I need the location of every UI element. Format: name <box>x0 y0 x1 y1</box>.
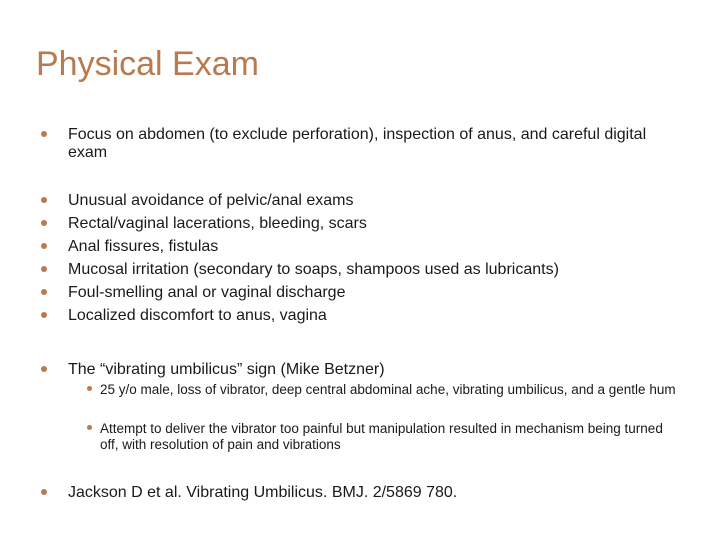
bullet-dot <box>41 131 47 137</box>
bullet-text: Focus on abdomen (to exclude perforation), inspection of anus, and careful digital exam <box>68 126 647 161</box>
bullet-text: Anal fissures, fistulas <box>68 238 219 255</box>
bullet-dot <box>41 312 47 318</box>
bullet-dot <box>41 197 47 203</box>
bullet-dot <box>41 220 47 226</box>
bullet-text: The “vibrating umbilicus” sign (Mike Betzner) <box>68 361 385 378</box>
bullet-dot <box>41 366 47 372</box>
bullet-dot <box>41 289 47 295</box>
sub-bullet-text: Attempt to deliver the vibrator too painful but manipulation resulted in mechanism being turned off, with resolution of pain and vibrations <box>100 421 663 452</box>
sub-bullet-dot <box>87 425 92 430</box>
bullet-text: Unusual avoidance of pelvic/anal exams <box>68 192 354 209</box>
bullet-dot <box>41 489 47 495</box>
bullet-dot <box>41 243 47 249</box>
bullet-text: Foul-smelling anal or vaginal discharge <box>68 284 346 301</box>
bullet-text: Mucosal irritation (secondary to soaps, shampoos used as lubricants) <box>68 261 559 278</box>
sub-bullet-dot <box>87 386 92 391</box>
bullet-dot <box>41 266 47 272</box>
sub-bullet-text: 25 y/o male, loss of vibrator, deep central abdominal ache, vibrating umbilicus, and a gentle hum <box>100 382 676 397</box>
bullet-text: Localized discomfort to anus, vagina <box>68 307 327 324</box>
bullet-text: Rectal/vaginal lacerations, bleeding, scars <box>68 215 367 232</box>
slide-title: Physical Exam <box>36 45 259 83</box>
bullet-text: Jackson D et al. Vibrating Umbilicus. BMJ. 2/5869 780. <box>68 484 458 501</box>
